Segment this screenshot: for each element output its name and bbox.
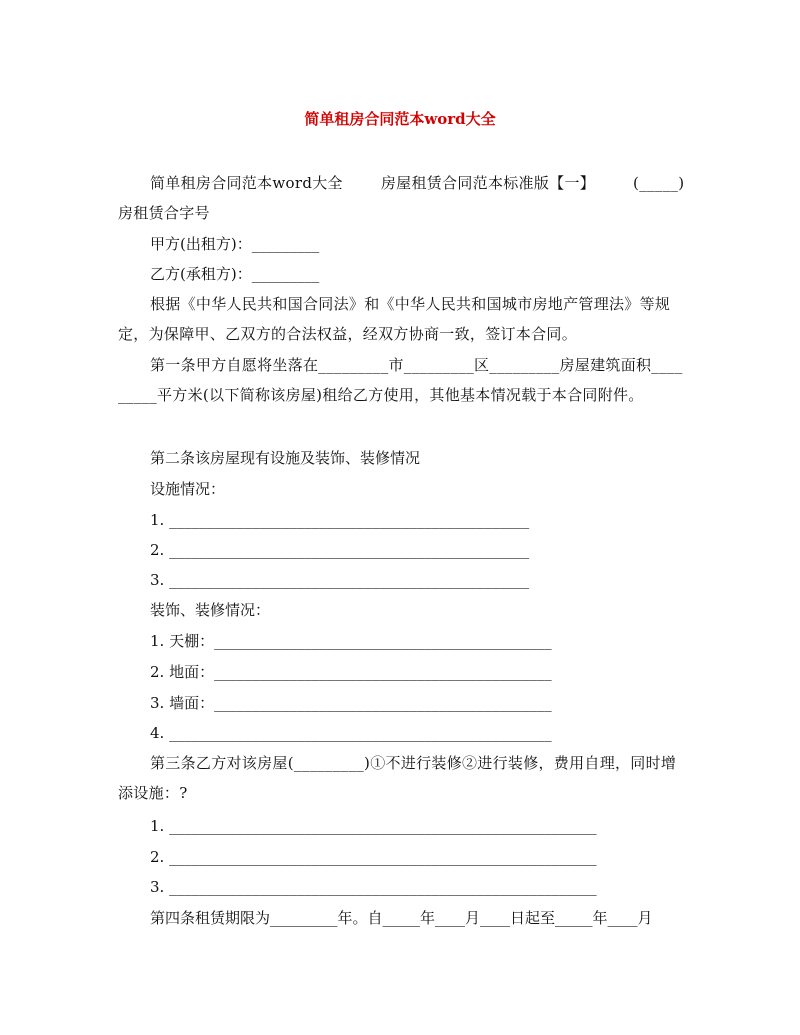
contract-number-label: 房租赁合字号 (118, 204, 210, 222)
decoration-line: 4. ___________________________________________________ (150, 724, 552, 742)
added-facility-line: 3. _________________________________________________________ (150, 878, 597, 896)
facility-line: 3. ________________________________________________ (150, 571, 530, 589)
article-4: 第四条租赁期限为_________年。自_____年____月____日起至_____年____月 (150, 909, 653, 927)
intro-subtitle: 房屋租赁合同范本标准版【一】 (380, 174, 596, 192)
document-title: 简单租房合同范本word大全 (304, 110, 496, 128)
facility-line: 2. ________________________________________________ (150, 541, 530, 559)
decoration-line: 2. 地面：_____________________________________________ (150, 663, 552, 681)
intro-paragraph (118, 168, 688, 228)
added-facility-line: 2. _________________________________________________________ (150, 848, 597, 866)
decoration-label: 装饰、装修情况： (150, 601, 271, 619)
contract-number-blank: (_____) (633, 174, 685, 192)
added-facility-line: 1. _________________________________________________________ (150, 817, 597, 835)
party-b-line: 乙方(承租方)：_________ (150, 265, 320, 283)
facility-line: 1. ________________________________________________ (150, 511, 530, 529)
article-1: 第一条甲方自愿将坐落在_________市_________区_________房屋建筑面积_________平方米(以下简称该房屋)租给乙方使用，其他基本情况载于本合同附件。 (118, 356, 683, 404)
intro-title: 简单租房合同范本word大全 (150, 174, 343, 192)
party-a-line: 甲方(出租方)：_________ (150, 235, 320, 253)
decoration-line: 1. 天棚：_____________________________________________ (150, 632, 552, 650)
decoration-line: 3. 墙面：_____________________________________________ (150, 694, 552, 712)
article-2: 第二条该房屋现有设施及装饰、装修情况 (150, 449, 421, 467)
article-3: 第三条乙方对该房屋(_________)①不进行装修②进行装修，费用自理，同时增添设施：? (118, 754, 677, 802)
facilities-label: 设施情况： (150, 480, 226, 498)
basis-paragraph: 根据《中华人民共和国合同法》和《中华人民共和国城市房地产管理法》等规定，为保障甲、乙双方的合法权益，经双方协商一致，签订本合同。 (118, 295, 671, 343)
